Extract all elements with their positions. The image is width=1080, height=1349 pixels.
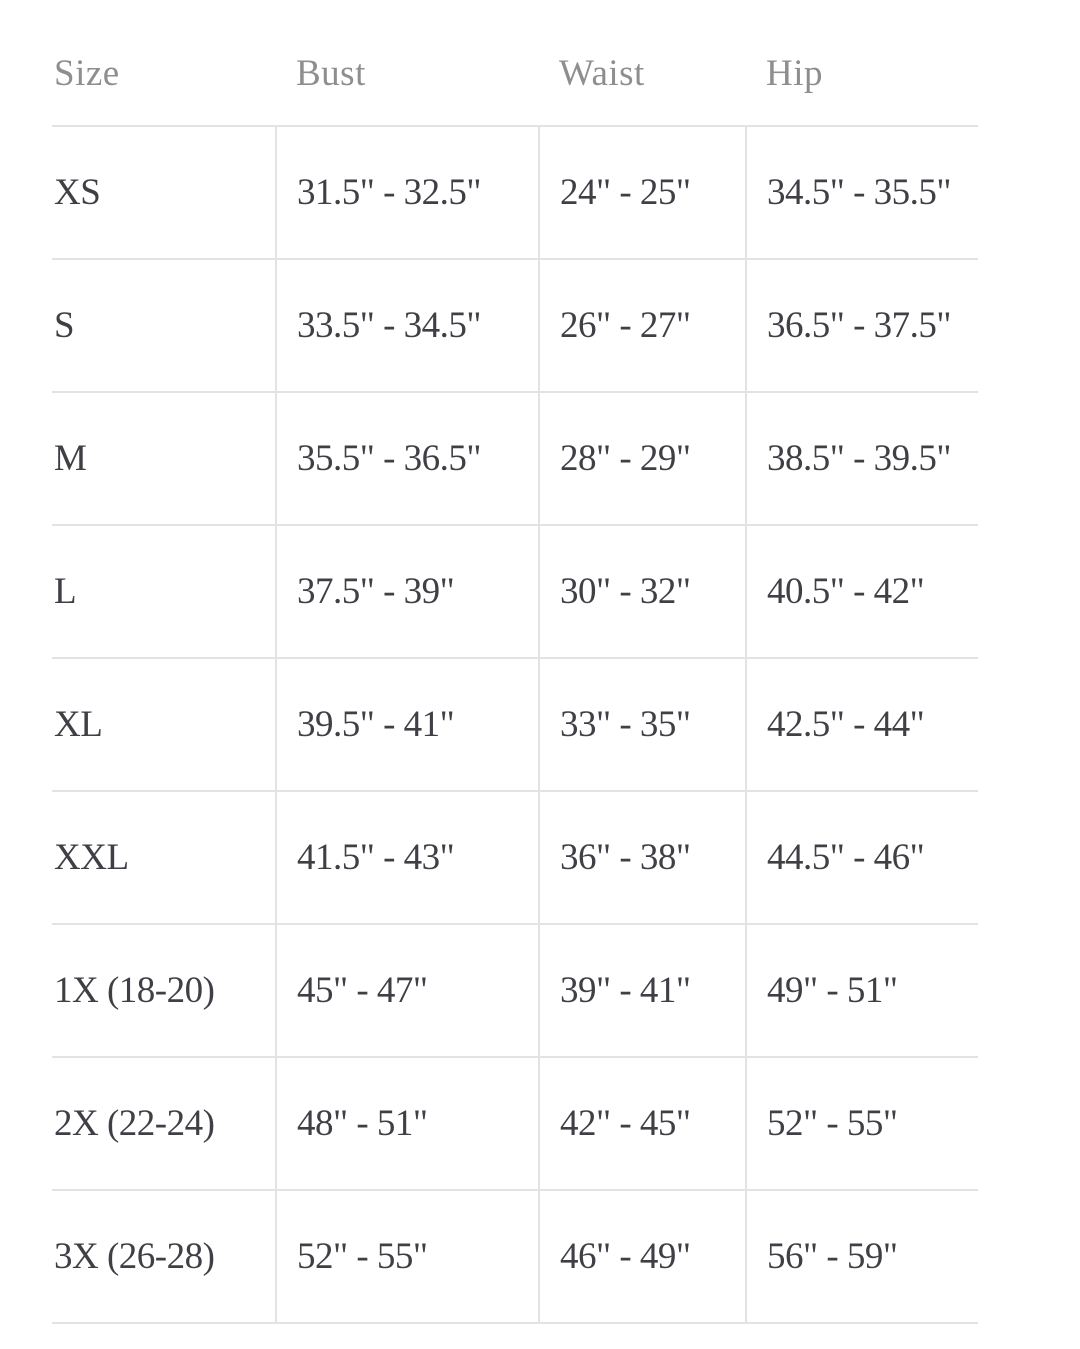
cell-waist: 42" - 45": [539, 1057, 746, 1190]
cell-bust: 37.5" - 39": [276, 525, 539, 658]
cell-bust: 35.5" - 36.5": [276, 392, 539, 525]
cell-waist: 39" - 41": [539, 924, 746, 1057]
cell-waist: 46" - 49": [539, 1190, 746, 1323]
column-header-bust: Bust: [276, 0, 539, 126]
table-row: [52, 1190, 978, 1323]
cell-hip: 36.5" - 37.5": [746, 259, 978, 392]
cell-bust: 48" - 51": [276, 1057, 539, 1190]
table-row: [52, 658, 978, 791]
cell-hip: 49" - 51": [746, 924, 978, 1057]
table-row: [52, 1057, 978, 1190]
cell-size: XS: [52, 126, 276, 259]
size-chart-header: [52, 0, 978, 126]
size-chart-body: [52, 126, 978, 1323]
table-row: [52, 525, 978, 658]
column-header-waist: Waist: [539, 0, 746, 126]
table-row: [52, 126, 978, 259]
cell-waist: 36" - 38": [539, 791, 746, 924]
cell-waist: 26" - 27": [539, 259, 746, 392]
cell-bust: 39.5" - 41": [276, 658, 539, 791]
cell-hip: 40.5" - 42": [746, 525, 978, 658]
cell-hip: 38.5" - 39.5": [746, 392, 978, 525]
cell-waist: 33" - 35": [539, 658, 746, 791]
header-row: [52, 0, 978, 126]
cell-bust: 45" - 47": [276, 924, 539, 1057]
cell-size: XXL: [52, 791, 276, 924]
cell-hip: 56" - 59": [746, 1190, 978, 1323]
size-chart-table: [52, 0, 978, 1324]
table-row: [52, 259, 978, 392]
cell-hip: 44.5" - 46": [746, 791, 978, 924]
cell-size: M: [52, 392, 276, 525]
table-row: [52, 392, 978, 525]
cell-waist: 28" - 29": [539, 392, 746, 525]
cell-size: L: [52, 525, 276, 658]
table-row: [52, 924, 978, 1057]
cell-size: 3X (26-28): [52, 1190, 276, 1323]
cell-hip: 34.5" - 35.5": [746, 126, 978, 259]
cell-bust: 41.5" - 43": [276, 791, 539, 924]
cell-waist: 24" - 25": [539, 126, 746, 259]
cell-size: S: [52, 259, 276, 392]
table-row: [52, 791, 978, 924]
cell-bust: 31.5" - 32.5": [276, 126, 539, 259]
column-header-size: Size: [52, 0, 276, 126]
cell-waist: 30" - 32": [539, 525, 746, 658]
cell-hip: 42.5" - 44": [746, 658, 978, 791]
cell-bust: 33.5" - 34.5": [276, 259, 539, 392]
cell-hip: 52" - 55": [746, 1057, 978, 1190]
cell-size: 1X (18-20): [52, 924, 276, 1057]
cell-size: 2X (22-24): [52, 1057, 276, 1190]
cell-bust: 52" - 55": [276, 1190, 539, 1323]
cell-size: XL: [52, 658, 276, 791]
column-header-hip: Hip: [746, 0, 978, 126]
